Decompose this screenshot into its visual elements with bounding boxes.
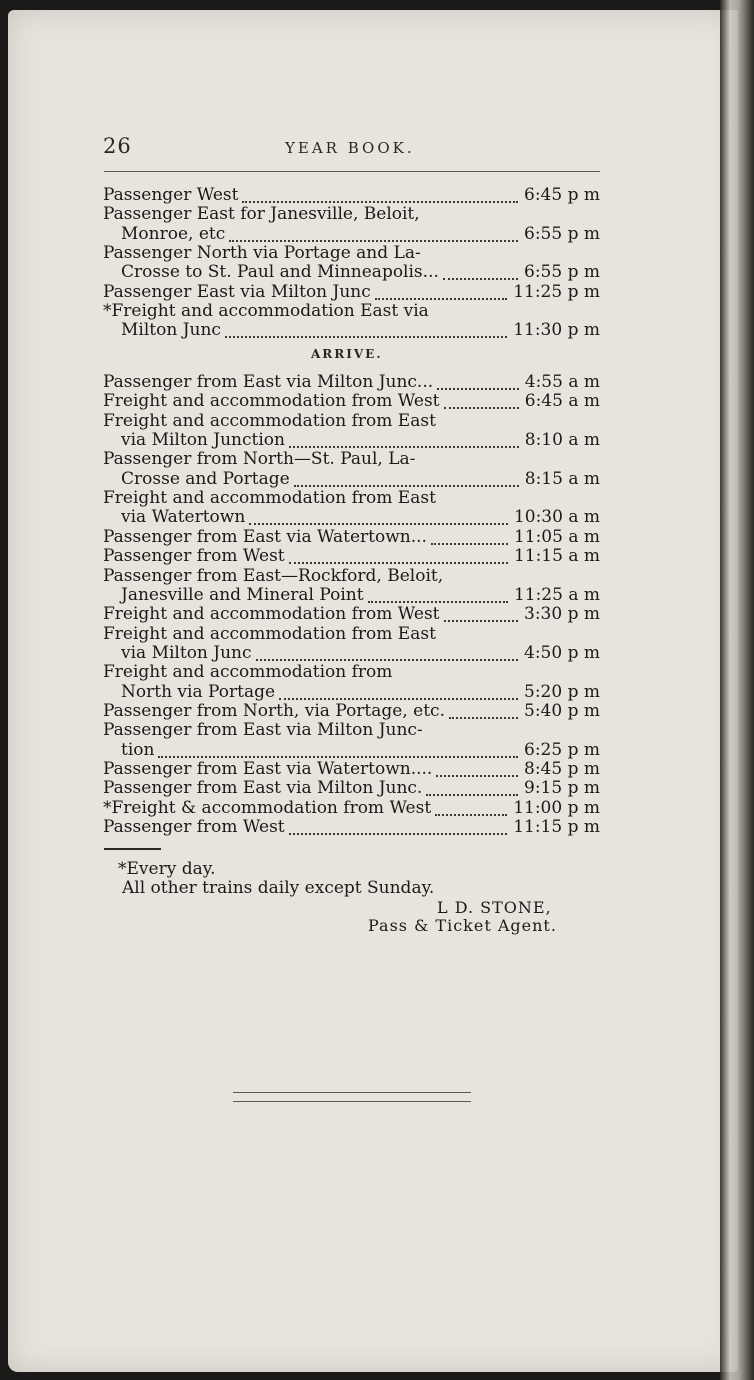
arrive-entry-line bbox=[103, 391, 600, 411]
arrive-entry-label: Freight and accommodation from bbox=[103, 662, 393, 683]
arrive-entry-time: 8:10 a m bbox=[524, 430, 600, 451]
arrive-entry-label: Freight and accommodation from West bbox=[103, 391, 440, 412]
arrive-entry-time: 11:25 a m bbox=[513, 584, 600, 605]
arrive-entry-time: 11:00 p m bbox=[513, 797, 600, 818]
dot-leader bbox=[449, 697, 518, 719]
arrive-entry-label: Passenger from East via Milton Junc- bbox=[103, 720, 423, 741]
arrive-entry-label: Freight and accommodation from West bbox=[103, 604, 440, 625]
dot-leader bbox=[242, 181, 518, 203]
depart-entry-line bbox=[121, 224, 600, 244]
arrive-entry-label: Passenger from East—Rockford, Beloit, bbox=[103, 565, 444, 586]
depart-entry-time: 11:25 p m bbox=[513, 281, 600, 302]
arrive-entry-label: Freight and accommodation from East bbox=[103, 410, 436, 431]
dot-leader bbox=[375, 278, 507, 300]
arrive-entry-time: 8:45 p m bbox=[524, 759, 600, 779]
arrive-entry-line bbox=[103, 759, 600, 779]
arrive-entry-label: Passenger from North—St. Paul, La- bbox=[103, 449, 416, 470]
arrive-entry-time: 11:15 p m bbox=[513, 817, 600, 838]
arrive-entry-label: Freight and accommodation from East bbox=[103, 488, 436, 509]
depart-entry-line bbox=[103, 243, 600, 263]
arrive-entry-label: *Freight & accommodation from West bbox=[103, 797, 432, 818]
depart-entry-label: Milton Junc bbox=[121, 320, 221, 341]
depart-entry-line bbox=[121, 320, 600, 340]
depart-entry-line bbox=[103, 282, 600, 302]
arrive-entry-label: Passenger from East via Milton Junc. bbox=[103, 778, 423, 799]
arrive-entry-time: 5:40 p m bbox=[524, 700, 600, 721]
arrive-entry-line bbox=[121, 469, 600, 489]
arrive-entry-time: 11:05 a m bbox=[513, 526, 600, 547]
arrive-entry-time: 10:30 a m bbox=[513, 507, 600, 528]
arrive-entry-line bbox=[103, 372, 600, 392]
page-header-title: YEAR BOOK. bbox=[285, 139, 415, 157]
arrive-entry-line bbox=[103, 566, 600, 586]
arrive-entry-line bbox=[121, 585, 600, 605]
arrive-entry-label: Passenger from East via Milton Junc... bbox=[103, 372, 434, 392]
arrive-entry-label: via Watertown bbox=[121, 507, 246, 528]
arrive-entry-label: Crosse and Portage bbox=[121, 468, 290, 489]
dot-leader bbox=[289, 426, 519, 448]
arrive-entry-line bbox=[103, 701, 600, 721]
depart-entry-label: *Freight and accommodation East via bbox=[103, 301, 429, 322]
dot-leader bbox=[289, 813, 508, 835]
arrive-entry-line bbox=[121, 430, 600, 450]
arrive-entry-label: Freight and accommodation from East bbox=[103, 623, 436, 644]
arrive-entry-time: 4:55 a m bbox=[524, 372, 600, 392]
dot-leader bbox=[229, 220, 518, 242]
arrive-entry-line bbox=[103, 817, 600, 837]
footnote-rule bbox=[104, 848, 161, 850]
arrive-entry-label: tion bbox=[121, 739, 155, 760]
arrive-entry-label: via Milton Junc bbox=[121, 642, 252, 663]
arrive-entry-time: 8:15 a m bbox=[524, 468, 600, 489]
depart-entry-line bbox=[103, 185, 600, 205]
arrive-entry-line bbox=[121, 682, 600, 702]
depart-entry-time: 11:30 p m bbox=[513, 320, 600, 341]
depart-entry-label: Monroe, etc bbox=[121, 223, 226, 244]
agent-title: Pass & Ticket Agent. bbox=[368, 916, 557, 935]
arrive-entry-time: 11:15 a m bbox=[513, 546, 600, 567]
footnote-other-trains: All other trains daily except Sunday. bbox=[122, 878, 435, 898]
arrive-entry-label: Janesville and Mineral Point bbox=[121, 584, 364, 605]
arrive-entry-label: via Milton Junction bbox=[121, 430, 285, 451]
arrive-entry-line bbox=[121, 740, 600, 760]
arrive-entry-line bbox=[103, 778, 600, 798]
depart-entry-label: Passenger East via Milton Junc bbox=[103, 281, 371, 302]
dot-leader bbox=[289, 542, 508, 564]
arrive-entry-line bbox=[121, 507, 600, 527]
depart-entry-label: Passenger East for Janesville, Beloit, bbox=[103, 204, 420, 225]
arrive-entry-label: Passenger from West bbox=[103, 817, 285, 838]
arrive-entry-label: Passenger from North, via Portage, etc. bbox=[103, 700, 445, 721]
depart-entry-label: Passenger North via Portage and La- bbox=[103, 243, 421, 264]
arrive-entry-time: 4:50 p m bbox=[524, 642, 600, 663]
arrive-entry-label: Passenger from West bbox=[103, 546, 285, 567]
dot-leader bbox=[294, 465, 519, 487]
page-number: 26 bbox=[103, 134, 132, 158]
depart-entry-time: 6:45 p m bbox=[524, 185, 600, 205]
arrive-entry-line bbox=[121, 643, 600, 663]
arrive-entry-time: 5:20 p m bbox=[524, 681, 600, 702]
arrive-entry-time: 3:30 p m bbox=[524, 604, 600, 625]
arrive-entry-time: 6:25 p m bbox=[524, 739, 600, 760]
footnote-every-day: *Every day. bbox=[118, 859, 216, 879]
dot-leader bbox=[256, 639, 518, 661]
bottom-rule-2 bbox=[233, 1101, 471, 1102]
arrive-entry-line bbox=[103, 604, 600, 624]
depart-entry-label: Crosse to St. Paul and Minneapolis... bbox=[121, 262, 439, 283]
arrive-entry-time: 6:45 a m bbox=[524, 391, 600, 412]
depart-entry-line bbox=[121, 262, 600, 282]
agent-name: L D. STONE, bbox=[437, 898, 552, 917]
depart-entry-time: 6:55 p m bbox=[524, 262, 600, 283]
dot-leader bbox=[444, 387, 519, 409]
arrive-entry-line bbox=[103, 546, 600, 566]
dot-leader bbox=[225, 316, 507, 338]
dot-leader bbox=[444, 600, 519, 622]
arrive-entry-label: North via Portage bbox=[121, 681, 276, 702]
arrive-entry-label: Passenger from East via Watertown.... bbox=[103, 759, 433, 779]
arrive-entry-time: 9:15 p m bbox=[524, 778, 600, 799]
header-rule bbox=[104, 171, 600, 172]
arrive-entry-label: Passenger from East via Watertown... bbox=[103, 526, 427, 547]
depart-entry-time: 6:55 p m bbox=[524, 223, 600, 244]
bottom-rule bbox=[233, 1092, 471, 1093]
depart-entry-label: Passenger West bbox=[103, 185, 239, 205]
arrive-heading: ARRIVE. bbox=[311, 347, 383, 361]
